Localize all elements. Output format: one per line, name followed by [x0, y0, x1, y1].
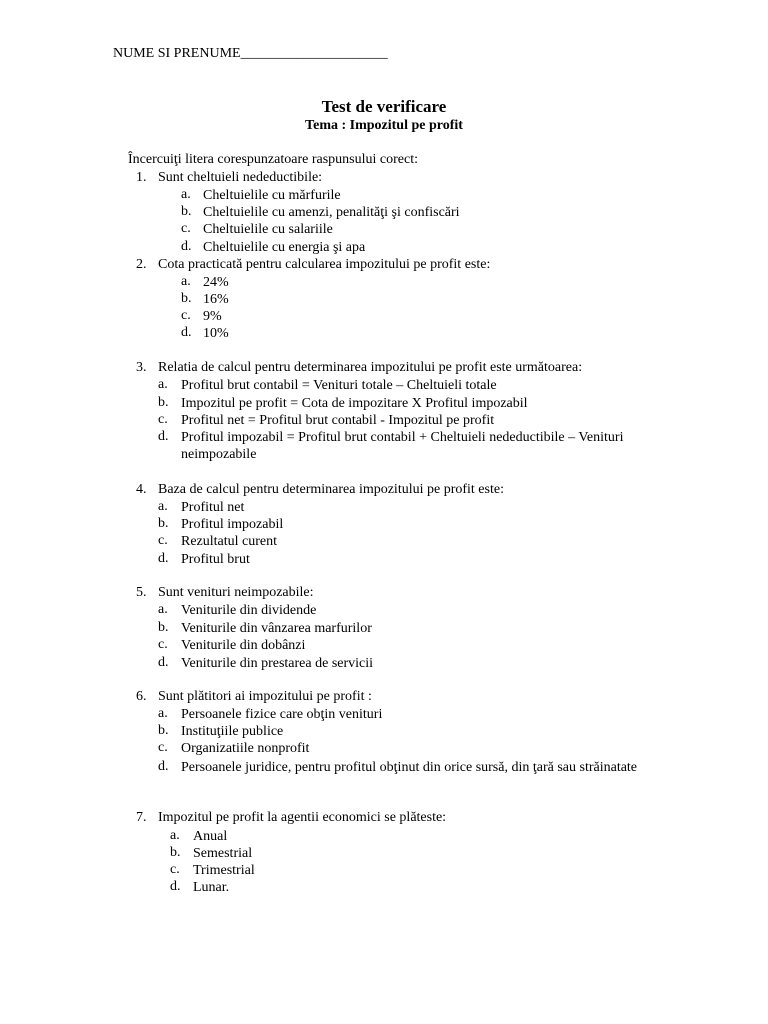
option-letter: d. [158, 551, 169, 566]
option-text: Trimestrial [193, 863, 255, 878]
option-text: Profitul net [181, 500, 245, 515]
option-text: Cheltuielile cu mărfurile [203, 188, 341, 203]
option-text: Profitul impozabil [181, 517, 284, 532]
option-text: 9% [203, 309, 222, 324]
option-letter: a. [158, 377, 168, 392]
question-number: 1. [136, 170, 147, 185]
option-letter: b. [181, 291, 192, 306]
option-text: Organizatiile nonprofit [181, 741, 310, 756]
question-text: Cota practicată pentru calcularea impozitului pe profit este: [158, 257, 491, 272]
option-letter: d. [158, 655, 169, 670]
option-text: Veniturile din dividende [181, 603, 317, 618]
option-letter: a. [158, 499, 168, 514]
option-letter: b. [170, 845, 181, 860]
option-letter: d. [170, 879, 181, 894]
page-title: Test de verificare [321, 97, 447, 116]
option-letter: d. [181, 325, 192, 340]
option-letter: c. [158, 637, 168, 652]
option-text: Instituţiile publice [181, 724, 284, 739]
option-letter: c. [158, 533, 168, 548]
option-text: Veniturile din dobânzi [181, 638, 306, 653]
option-text: Profitul impozabil = Profitul brut contabil + Cheltuieli nedeductibile – Venituri neimpozabile [181, 430, 624, 462]
option-letter: b. [158, 516, 169, 531]
option-letter: b. [181, 204, 192, 219]
option-letter: a. [158, 602, 168, 617]
question-number: 2. [136, 257, 147, 272]
option-letter: a. [181, 187, 191, 202]
name-field-line: NUME SI PRENUME_____________________ [113, 46, 388, 61]
option-letter: c. [170, 862, 180, 877]
option-text: Profitul brut contabil = Venituri totale – Cheltuieli totale [181, 378, 497, 393]
option-letter: a. [158, 706, 168, 721]
option-text: Profitul brut [181, 552, 250, 567]
question-number: 7. [136, 810, 147, 825]
question-text: Sunt venituri neimpozabile: [158, 585, 314, 600]
option-text: Semestrial [193, 846, 253, 861]
option-text: Profitul net = Profitul brut contabil - Impozitul pe profit [181, 413, 495, 428]
question-text: Impozitul pe profit la agentii economici se plăteste: [158, 810, 447, 825]
option-letter: d. [158, 759, 169, 774]
option-text: Cheltuielile cu energia şi apa [203, 240, 366, 255]
option-text: Veniturile din prestarea de servicii [181, 656, 374, 671]
question-number: 4. [136, 482, 147, 497]
option-text: Impozitul pe profit = Cota de impozitare X Profitul impozabil [181, 396, 528, 411]
option-text: Rezultatul curent [181, 534, 278, 549]
question-number: 5. [136, 585, 147, 600]
option-text: Persoanele juridice, pentru profitul obţinut din orice sursă, din ţară sau străinatate [181, 760, 638, 775]
question-number: 3. [136, 360, 147, 375]
question-text: Relatia de calcul pentru determinarea impozitului pe profit este următoarea: [158, 360, 583, 375]
option-letter: d. [158, 429, 169, 444]
option-letter: a. [170, 828, 180, 843]
option-letter: c. [181, 221, 191, 236]
option-letter: c. [158, 412, 168, 427]
question-text: Baza de calcul pentru determinarea impozitului pe profit este: [158, 482, 504, 497]
option-letter: c. [158, 740, 168, 755]
option-text: Cheltuielile cu amenzi, penalităţi şi confiscări [203, 205, 460, 220]
option-letter: b. [158, 723, 169, 738]
instructions: Încercuiţi litera corespunzatoare raspunsului corect: [128, 152, 418, 167]
option-text: Lunar. [193, 880, 230, 895]
option-letter: c. [181, 308, 191, 323]
question-number: 6. [136, 689, 147, 704]
option-text: Anual [193, 829, 228, 844]
option-text: 16% [203, 292, 229, 307]
option-text: Persoanele fizice care obţin venituri [181, 707, 383, 722]
option-text: Veniturile din vânzarea marfurilor [181, 621, 372, 636]
option-letter: d. [181, 239, 192, 254]
option-letter: b. [158, 620, 169, 635]
question-text: Sunt cheltuieli nedeductibile: [158, 170, 323, 185]
option-text: 10% [203, 326, 229, 341]
question-text: Sunt plătitori ai impozitului pe profit : [158, 689, 372, 704]
option-letter: a. [181, 274, 191, 289]
option-text: Cheltuielile cu salariile [203, 222, 333, 237]
page-subtitle: Tema : Impozitul pe profit [305, 118, 463, 133]
option-letter: b. [158, 395, 169, 410]
option-text: 24% [203, 275, 229, 290]
